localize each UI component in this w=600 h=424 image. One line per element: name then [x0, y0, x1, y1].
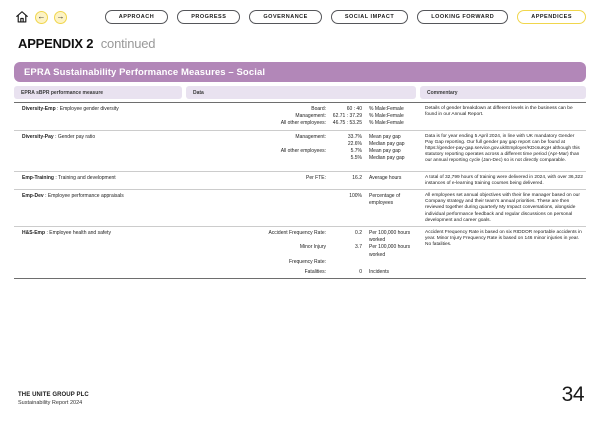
measure-code: Emp-Training	[22, 174, 54, 181]
data-cell	[186, 134, 420, 169]
data-unit: Average hours	[369, 174, 402, 181]
data-label: All other employees:	[280, 148, 326, 155]
measure-desc: : Employee health and safety	[46, 230, 111, 237]
data-value: 0.2	[355, 230, 362, 237]
data-value: 100%	[349, 193, 362, 200]
data-line	[186, 259, 420, 266]
data-unit: % Male:Female	[369, 106, 404, 112]
nav-tab-looking-forward[interactable]: LOOKING FORWARD	[417, 10, 508, 24]
data-unit: Mean pay gap	[369, 133, 401, 140]
data-value: 16.2	[352, 174, 362, 181]
page-number: 34	[561, 383, 584, 406]
column-header-commentary: Commentary	[420, 86, 586, 99]
back-button[interactable]	[35, 11, 48, 24]
data-unit: % Male:Female	[369, 113, 404, 120]
data-unit: Percentage of employees	[369, 193, 401, 207]
nav-tab-approach[interactable]: APPROACH	[105, 10, 168, 24]
measure-cell	[14, 230, 186, 276]
commentary-cell: Data is for year ending 5 April 2024, in line with UK mandatory Gender Pay Gap reporting. Our full gender pay gap report can be found at https://gender-pay-gap.service.gov.uk/Employer/KDcsuKgH although this statutory reporting operates across a different time period (Apr-Mar) than our annual reporting cycle (Jan-Dec) so is not directly comparable.	[425, 133, 580, 164]
data-value: 0	[359, 269, 362, 276]
data-line	[186, 106, 420, 113]
data-label: Fatalities:	[304, 269, 326, 276]
section-title: EPRA Sustainability Performance Measures – Social	[24, 66, 266, 78]
measure-desc: : Employee gender diversity	[57, 106, 119, 112]
data-line	[186, 141, 420, 148]
table-row	[14, 103, 586, 131]
data-unit	[362, 259, 420, 266]
data-unit: Median pay gap	[369, 140, 405, 147]
data-line	[186, 269, 420, 276]
table-row	[14, 190, 586, 227]
page-title	[18, 36, 155, 51]
table-row	[14, 131, 586, 172]
home-button[interactable]	[14, 10, 29, 25]
data-value: 3.7	[355, 244, 362, 251]
measure-cell	[14, 106, 186, 128]
data-label: Per FTE:	[305, 174, 326, 181]
footer-report-title: Sustainability Report 2024	[18, 400, 83, 406]
table-row	[14, 227, 586, 279]
measure-desc: : Training and development	[55, 174, 116, 181]
data-unit: Per 100,000 hours worked	[369, 244, 411, 258]
measure-code: H&S-Emp	[22, 230, 46, 237]
data-line	[186, 244, 420, 258]
data-line	[186, 175, 420, 182]
data-unit: % Male:Female	[369, 120, 404, 127]
data-value: 60 : 40	[346, 106, 362, 112]
data-label: Management:	[295, 113, 326, 120]
data-line	[186, 148, 420, 155]
measure-cell	[14, 175, 186, 187]
column-header-data: Data	[186, 86, 416, 99]
table-row	[14, 172, 586, 190]
nav-tab-appendices[interactable]: APPENDICES	[517, 10, 586, 24]
appendix-title: APPENDIX 2	[18, 36, 94, 51]
data-label: Accident Frequency Rate:	[268, 230, 326, 237]
forward-arrow-icon: →	[56, 12, 65, 21]
data-line	[186, 113, 420, 120]
data-label	[186, 141, 326, 148]
commentary-cell: A total of 32,799 hours of training were delivered in 2024, with over 36,322 instances of e-learning training courses being delivered.	[425, 174, 583, 186]
data-value: 5.5%	[350, 155, 362, 162]
measure-desc: : Employee performance appraisals	[45, 193, 124, 200]
data-line	[186, 134, 420, 141]
table-column-headers	[14, 86, 586, 99]
data-value: 22.6%	[347, 140, 362, 147]
data-label: All other employees:	[280, 120, 326, 127]
data-label	[186, 155, 326, 162]
back-arrow-icon: ←	[37, 12, 46, 21]
data-value: 62.71 : 37.29	[332, 113, 362, 120]
forward-button[interactable]	[54, 11, 67, 24]
data-unit: Incidents	[369, 269, 390, 276]
data-cell	[186, 175, 420, 187]
data-line	[186, 230, 420, 244]
data-unit: Per 100,000 hours worked	[369, 230, 411, 244]
commentary-cell: Accident Frequency Rate is based on six RIDDOR reportable accidents in year. Minor Injury Frequency Rate is based on 146 minor injuries in year. No fatalities.	[425, 230, 582, 248]
data-value: 5.7%	[350, 148, 362, 155]
data-label: Management:	[295, 133, 326, 140]
epra-social-table	[14, 102, 586, 279]
measure-code: Diversity-Emp	[22, 106, 56, 112]
footer-company: THE UNITE GROUP PLC	[18, 392, 89, 398]
commentary-cell: All employees set annual objectives with their line manager based on our Company strategy and their team's annual priorities. These are then reviewed together during quarterly My Impact conversations, alongside individual performance feedback and regular discussions on personal development and career goals.	[425, 193, 580, 223]
home-icon	[15, 10, 29, 24]
data-unit: Median pay gap	[369, 155, 405, 162]
data-cell	[186, 106, 420, 128]
data-value: 46.75 : 53.25	[332, 120, 362, 127]
data-line	[186, 193, 420, 207]
data-cell	[186, 193, 420, 224]
measure-code: Emp-Dev	[22, 193, 44, 200]
data-label: Minor Injury	[299, 244, 326, 251]
data-label	[186, 193, 326, 207]
data-value	[326, 259, 362, 266]
data-line	[186, 155, 420, 162]
data-label: Board:	[311, 106, 326, 112]
measure-code: Diversity-Pay	[22, 133, 54, 140]
measure-cell	[14, 193, 186, 224]
data-value: 33.7%	[347, 133, 362, 140]
data-unit: Mean pay gap	[369, 148, 401, 155]
section-title-bar	[14, 62, 586, 82]
nav-tabs	[105, 10, 586, 24]
data-line	[186, 120, 420, 127]
nav-tab-governance[interactable]: GOVERNANCE	[249, 10, 321, 24]
appendix-subtitle: continued	[100, 36, 156, 51]
nav-tab-social-impact[interactable]: SOCIAL IMPACT	[331, 10, 408, 24]
top-navigation	[14, 8, 586, 26]
measure-desc: : Gender pay ratio	[55, 133, 96, 140]
measure-cell	[14, 134, 186, 169]
data-label: Frequency Rate:	[289, 258, 326, 265]
commentary-cell: Details of gender breakdown at different levels in the business can be found in our Annual Report.	[425, 106, 573, 118]
data-cell	[186, 230, 420, 276]
nav-tab-progress[interactable]: PROGRESS	[177, 10, 240, 24]
column-header-measure: EPRA sBPR performance measure	[14, 86, 182, 99]
footer	[18, 392, 89, 406]
